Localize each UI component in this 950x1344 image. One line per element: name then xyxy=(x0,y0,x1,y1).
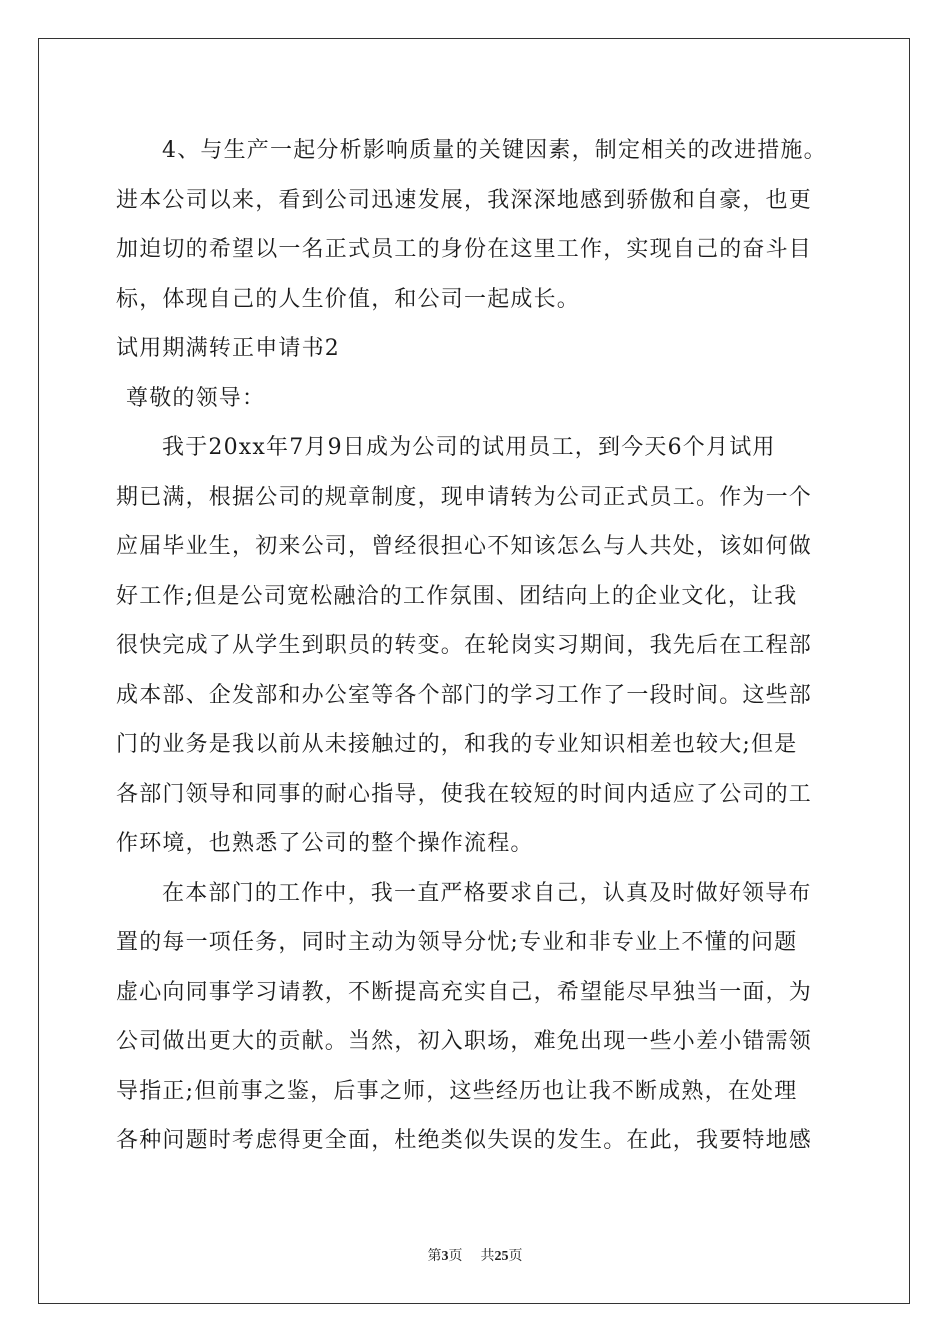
paragraph-line: 虚心向同事学习请教，不断提高充实自己，希望能尽早独当一面，为 xyxy=(116,979,813,1005)
salutation: 尊敬的领导： xyxy=(126,385,266,411)
document-body xyxy=(116,126,846,1166)
paragraph-line: 公司做出更大的贡献。当然，初入职场，难免出现一些小差小错需领 xyxy=(116,1029,813,1054)
page-number-suffix: 页 xyxy=(448,1249,463,1264)
paragraph-line: 很快完成了从学生到职员的转变。在轮岗实习期间，我先后在工程部 xyxy=(116,633,813,658)
paragraph-line: 在本部门的工作中，我一直严格要求自己，认真及时做好领导布 xyxy=(162,880,812,906)
paragraph-line: 标，体现自己的人生价值，和公司一起成长。 xyxy=(116,286,581,312)
paragraph-line: 进本公司以来，看到公司迅速发展，我深深地感到骄傲和自豪，也更 xyxy=(116,187,813,213)
paragraph-line: 门的业务是我以前从未接触过的，和我的专业知识相差也较大;但是 xyxy=(116,732,798,757)
paragraph-line: 导指正;但前事之鉴，后事之师，这些经历也让我不断成熟，在处理 xyxy=(116,1078,798,1104)
paragraph-line: 各部门领导和同事的耐心指导，使我在较短的时间内适应了公司的工 xyxy=(116,781,813,807)
section-title: 试用期满转正申请书2 xyxy=(116,336,340,361)
paragraph-line: 各种问题时考虑得更全面，杜绝类似失误的发生。在此，我要特地感 xyxy=(116,1128,813,1153)
page-total-suffix: 页 xyxy=(508,1249,523,1264)
paragraph-line: 加迫切的希望以一名正式员工的身份在这里工作，实现自己的奋斗目 xyxy=(116,237,813,262)
paragraph-line: 期已满，根据公司的规章制度，现申请转为公司正式员工。作为一个 xyxy=(116,484,813,510)
page-total-count: 25 xyxy=(494,1249,509,1264)
page-number-current: 3 xyxy=(441,1249,449,1264)
paragraph-line: 好工作;但是公司宽松融洽的工作氛围、团结向上的企业文化，让我 xyxy=(116,583,798,609)
page-footer xyxy=(0,1245,950,1265)
page-number-prefix: 第 xyxy=(427,1249,442,1264)
paragraph-line: 我于20xx年7月9日成为公司的试用员工，到今天6个月试用 xyxy=(162,435,776,460)
paragraph-line: 作环境，也熟悉了公司的整个操作流程。 xyxy=(116,831,534,856)
paragraph-line: 置的每一项任务，同时主动为领导分忧;专业和非专业上不懂的问题 xyxy=(116,930,798,955)
paragraph-line: 4、与生产一起分析影响质量的关键因素，制定相关的改进措施。 xyxy=(162,138,827,163)
paragraph-line: 成本部、企发部和办公室等各个部门的学习工作了一段时间。这些部 xyxy=(116,682,813,708)
paragraph-line: 应届毕业生，初来公司，曾经很担心不知该怎么与人共处，该如何做 xyxy=(116,534,813,559)
page-total-prefix: 共 xyxy=(480,1249,495,1264)
